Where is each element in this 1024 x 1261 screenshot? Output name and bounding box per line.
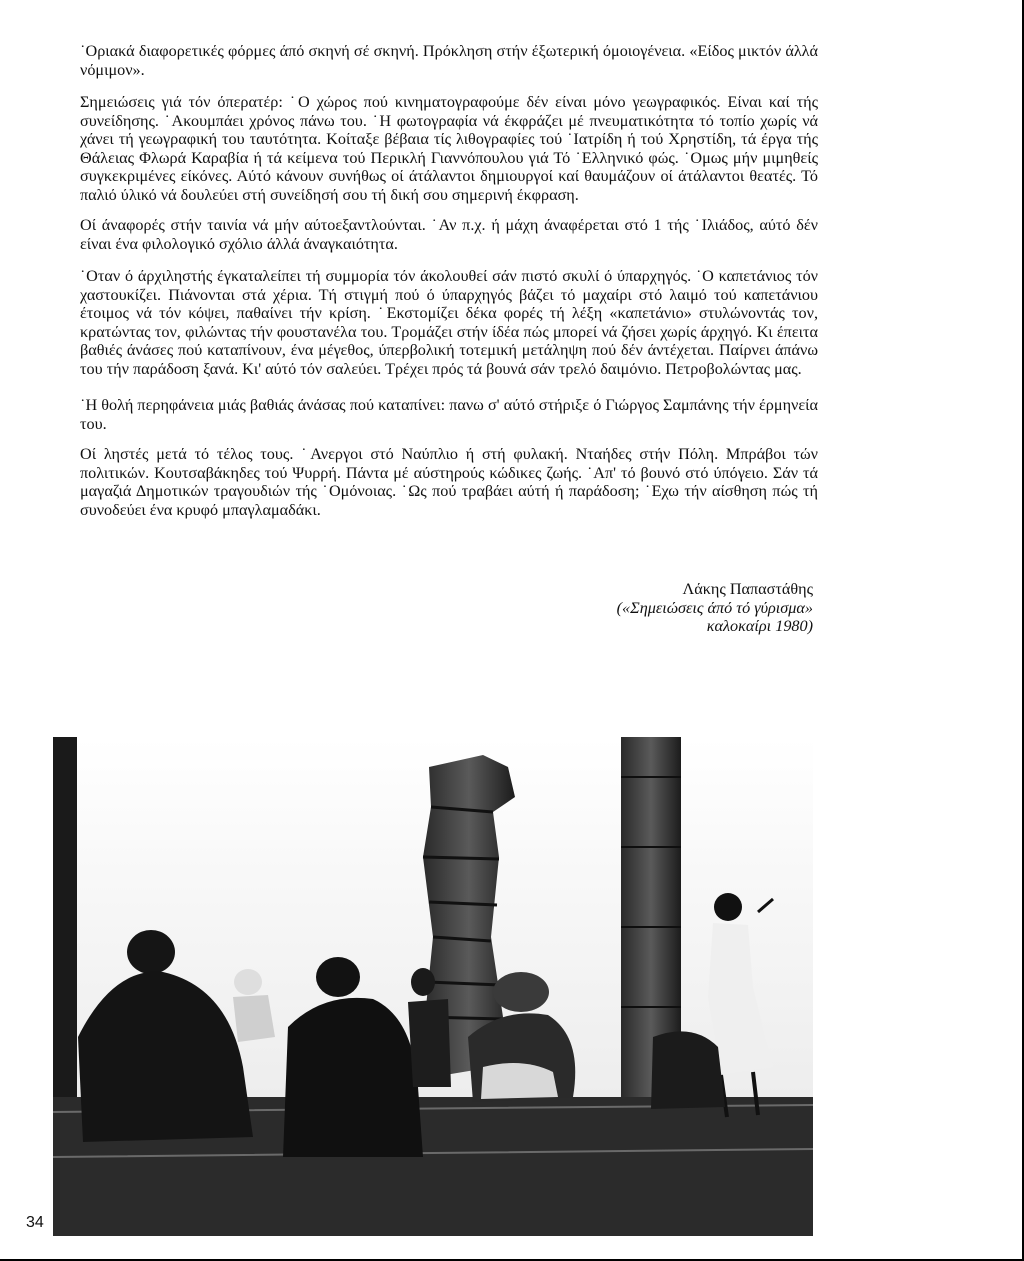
figure-center-head — [316, 957, 360, 997]
figure-standing-head — [714, 893, 742, 921]
paragraph-4: ˙Οταν ό άρχιληστής έγκαταλείπει τή συμμορία τόν άκολουθεί σάν πιστό σκυλί ό ύπαρχηγός. ˙Ο καπετάνιος τόν χαστουκίζει. Πιάνονται στά χέρια. Τή στιγμή πού ό ύπαρχηγός βάζει τό μαχαίρι στό λαιμό τού καπετάνιου έτοιμος νά τόν κόψει, παθαίνει τήν κρίση. ˙Εκστομίζει δέκα φορές τή λέξη «καπετάνιο» στυλώνοντάς τον, κρατώντας τον, φιλώντας τήν φουστανέλα του. Τρομάζει στήν ίδέα πώς μπορεί νά ζήσει χωρίς άρχηγό. Κι έπειτα βαθιές άνάσες πού καταπίνουν, ένα μέγεθος, ύπερβολική τοτεμική μετάληψη πού δέν άντέχεται. Παίρνει άπάνω του τήν παράδοση ξανά. Κι' αύτό τόν σαλεύει. Τρέχει πρός τά βουνά σάν τρελό δαιμόνιο. Πετροβολώντας μας. — [80, 267, 818, 378]
source-note: («Σημειώσεις άπό τό γύρισμα» — [616, 598, 813, 617]
signature-block — [513, 580, 813, 636]
article-text — [80, 42, 818, 531]
figure-left-head — [127, 930, 175, 974]
paragraph-5: ˙Η θολή περηφάνεια μιάς βαθιάς άνάσας πού καταπίνει: πανω σ' αύτό στήριξε ό Γιώργος Σαμπάνης τήν έρμηνεία του. — [80, 396, 818, 433]
page-number: 34 — [26, 1214, 44, 1231]
paragraph-3: Οί άναφορές στήν ταινία νά μήν αύτοεξαντλούνται. ˙Αν π.χ. ή μάχη άναφέρεται στό 1 τής ˙Ιλιάδος, αύτό δέν είναι ένα φιλολογικό σχόλιο άλλά άναγκαιότητα. — [80, 216, 818, 253]
author-name: Λάκης Παπαστάθης — [682, 580, 813, 598]
paragraph-6: Οί ληστές μετά τό τέλος τους. ˙Ανεργοι στό Ναύπλιο ή στή φυλακή. Νταήδες στήν Πόλη. Μπράβοι τών πολιτικών. Κουτσαβάκηδες τού Ψυρρή. Πάντα μέ αύστηρούς κώδικες ζωής. ˙Απ' τό βουνό στό ύπόγειο. Σάν τά μαγαζιά Δημοτικών τραγουδιών τής ˙Ομόνοιας. ˙Ως πού τραβάει αύτή ή παράδοση; ˙Εχω τήν αίσθηση πώς τή συνοδεύει ένα κρυφό μπαγλαμαδάκι. — [80, 445, 818, 519]
figure-kneeling-head — [493, 972, 549, 1012]
paragraph-2: Σημειώσεις γιά τόν όπερατέρ: ˙Ο χώρος πού κινηματογραφούμε δέν είναι μόνο γεωγραφικός. Είναι καί τής συνείδησης. ˙Ακουμπάει χρόνος πάνω του. ˙Η φωτογραφία νά έκφράζει μέ πνευματικότητα τό τοπίο χωρίς νά χάνει τή γεωγραφική του ταυτότητα. Κοίταξε βέβαια τίς λιθογραφίες τού ˙Ιατρίδη ή τού Χρηστίδη, τά έργα τής Θάλειας Φλωρά Καραβία ή τά κείμενα τού Περικλή Γιαννόπουλου γιά Τό ˙Ελληνικό φώς. ˙Ομως μήν μιμηθείς συγκεκριμένες είκόνες. Αύτό κάνουν συνήθως οί άτάλαντοι δημιουργοί καί θαυμάζουν οί άτάλαντοι θεατές. Τό παλιό ύλικό νά δουλεύει στή συνείδησή σου τή δική σου σημερινή έκφραση. — [80, 93, 818, 204]
source-date: καλοκαίρι 1980) — [706, 617, 813, 635]
film-still-photo — [53, 737, 813, 1236]
paragraph-1: ˙Οριακά διαφορετικές φόρμες άπό σκηνή σέ σκηνή. Πρόκληση στήν έξωτερική όμοιογένεια. «Είδος μικτόν άλλά νόμιμον». — [80, 42, 818, 79]
